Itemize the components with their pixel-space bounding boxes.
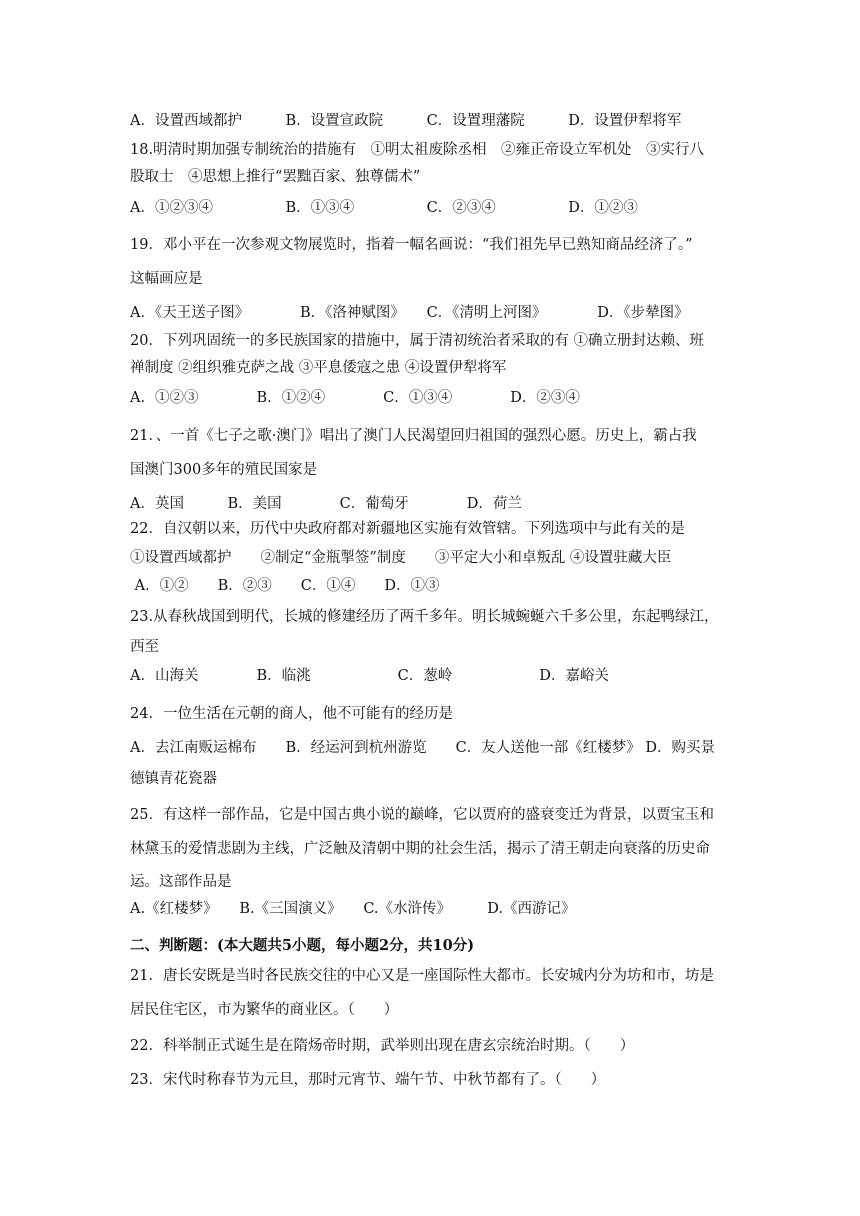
q24-options-cont: 德镇青花瓷器: [130, 771, 217, 787]
q18-options: A．①②③④ B．①③④ C．②③④ D．①②③: [130, 200, 638, 216]
q21-options: A．英国 B．美国 C．葡萄牙 D．荷兰: [130, 496, 522, 512]
q21-stem-cont: 国澳门300多年的殖民国家是: [130, 462, 318, 478]
q23-stem-cont: 西至: [130, 639, 159, 655]
q20-options: A．①②③ B．①②④ C．①③④ D．②③④: [130, 390, 580, 406]
q25-stem: 25．有这样一部作品，它是中国古典小说的巅峰，它以贾府的盛衰变迁为背景，以贾宝玉和: [130, 807, 714, 823]
q22-items: ①设置西域都护 ②制定“金瓶掣签”制度 ③平定大小和卓叛乱 ④设置驻藏大臣: [130, 550, 672, 566]
q23-options: A．山海关 B．临洮 C．葱岭 D．嘉峪关: [130, 668, 609, 684]
q19-stem-cont: 这幅画应是: [130, 271, 203, 287]
q19-stem: 19．邓小平在一次参观文物展览时，指着一幅名画说：“我们祖先早已熟知商品经济了。”: [130, 237, 693, 253]
tf23-stem: 23．宋代时称春节为元旦，那时元宵节、端午节、中秋节都有了。（ ）: [130, 1072, 606, 1088]
tf21-stem: 21．唐长安既是当时各民族交往的中心又是一座国际性大都市。长安城内分为坊和市，坊是: [130, 968, 714, 984]
q22-options: A．①② B．②③ C．①④ D．①③: [130, 578, 440, 594]
q23-stem: 23.从春秋战国到明代，长城的修建经历了两千多年。明长城蜿蜒六千多公里，东起鸭绿江，: [130, 609, 719, 625]
section-heading: 二、判断题：(本大题共5小题，每小题2分，共10分): [130, 937, 475, 954]
q24-stem: 24．一位生活在元朝的商人，他不可能有的经历是: [130, 706, 453, 722]
q21-stem: 21．、一首《七子之歌·澳门》唱出了澳门人民渴望回归祖国的强烈心愿。历史上，霸占我: [130, 428, 697, 444]
q20-stem-cont: 禅制度 ②组织雅克萨之战 ③平息倭寇之患 ④设置伊犁将军: [130, 360, 507, 376]
q18-stem: 18.明清时期加强专制统治的措施有 ①明太祖废除丞相 ②雍正帝设立军机处 ③实行八: [130, 142, 705, 158]
q25-stem-cont2: 运。这部作品是: [130, 874, 232, 890]
q20-stem: 20．下列巩固统一的多民族国家的措施中，属于清初统治者采取的有 ①确立册封达赖、班: [130, 333, 705, 349]
q18-stem-cont: 股取士 ④思想上推行“罢黜百家、独尊儒术”: [130, 169, 421, 185]
q17-options: A．设置西域都护 B．设置宣政院 C．设置理藩院 D．设置伊犁将军: [130, 113, 682, 129]
q25-options: A.《红楼梦》 B.《三国演义》 C.《水浒传》 D.《西游记》: [130, 901, 576, 917]
q25-stem-cont: 林黛玉的爱情悲剧为主线，广泛触及清朝中期的社会生活，揭示了清王朝走向衰落的历史命: [130, 841, 710, 857]
q22-stem: 22．自汉朝以来，历代中央政府都对新疆地区实施有效管辖。下列选项中与此有关的是: [130, 521, 685, 537]
q24-options: A．去江南贩运棉布 B．经运河到杭州游览 C．友人送他一部《红楼梦》 D．购买景: [130, 740, 715, 756]
tf21-stem-cont: 居民住宅区，市为繁华的商业区。（ ）: [130, 1002, 399, 1018]
q19-options: A．《天王送子图》 B．《洛神赋图》 C．《清明上河图》 D．《步辇图》: [130, 305, 689, 321]
tf22-stem: 22．科举制正式诞生是在隋炀帝时期，武举则出现在唐玄宗统治时期。（ ）: [130, 1038, 635, 1054]
